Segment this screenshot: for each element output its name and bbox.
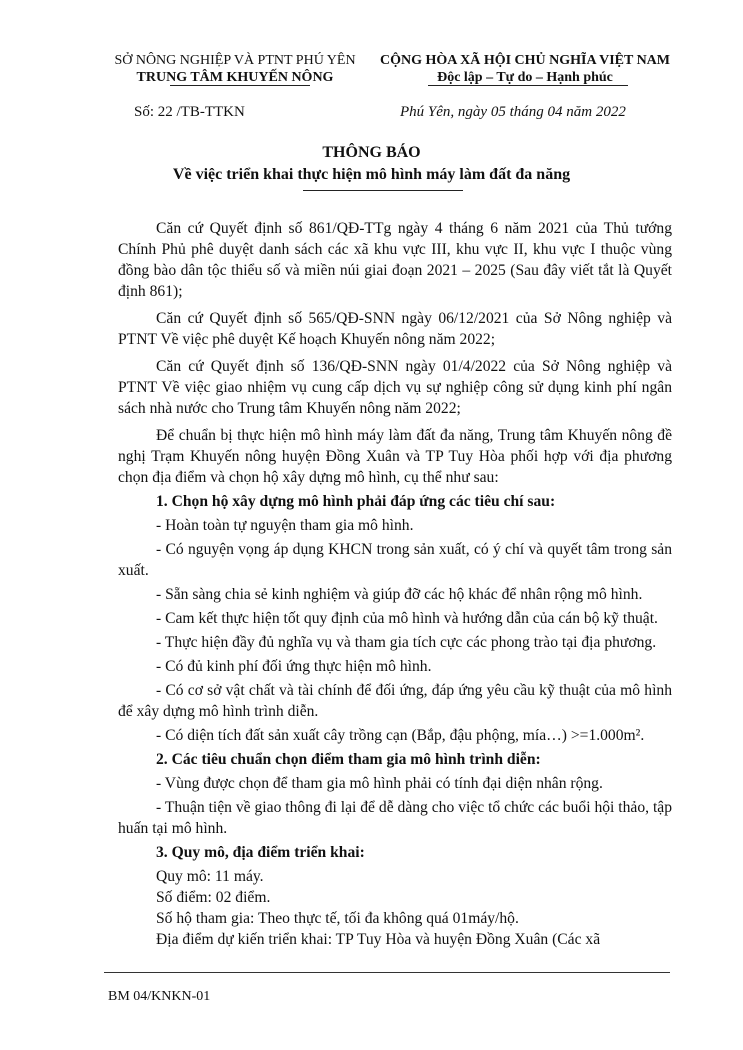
document-subtitle: Về việc triển khai thực hiện mô hình máy làm đất đa năng — [172, 166, 571, 183]
list-item: - Sẵn sàng chia sẻ kinh nghiệm và giúp đỡ các hộ khác để nhân rộng mô hình. — [156, 586, 643, 603]
list-item: - Vùng được chọn để tham gia mô hình phải có tính đại diện nhân rộng. — [156, 775, 603, 792]
nation-name: CỘNG HÒA XÃ HỘI CHỦ NGHĨA VIỆT NAM — [379, 53, 670, 68]
list-item: - Có cơ sở vật chất và tài chính để đối ứng, đáp ứng yêu cầu kỹ thuật của mô hình để xây dựng mô hình trình diễn. — [118, 682, 672, 720]
list-item: - Có đủ kinh phí đối ứng thực hiện mô hình. — [156, 658, 432, 675]
list-item: - Thực hiện đầy đủ nghĩa vụ và tham gia tích cực các phong trào tại địa phương. — [156, 634, 657, 651]
issuing-organization — [100, 52, 370, 86]
motto: Độc lập – Tự do – Hạnh phúc — [437, 70, 613, 85]
title-underline — [303, 190, 463, 191]
document-body — [118, 218, 672, 950]
section-1-heading: 1. Chọn hộ xây dựng mô hình phải đáp ứng các tiêu chí sau: — [156, 493, 556, 510]
national-motto — [360, 52, 690, 86]
paragraph-intro: Để chuẩn bị thực hiện mô hình máy làm đất đa năng, Trung tâm Khuyến nông đề nghị Trạm Khuyến nông huyện Đồng Xuân và TP Tuy Hòa phối hợp với địa phương chọn địa điểm và chọn hộ xây dựng mô hình, cụ thể như sau: — [118, 427, 672, 486]
list-item: - Thuận tiện về giao thông đi lại để dễ dàng cho việc tổ chức các buổi hội thảo, tập huấn tại mô hình. — [118, 799, 672, 837]
org-name: TRUNG TÂM KHUYẾN NÔNG — [136, 70, 334, 85]
list-item: - Có diện tích đất sản xuất cây trồng cạn (Bắp, đậu phộng, mía…) >=1.000m². — [156, 727, 645, 744]
org-underline — [170, 85, 310, 86]
list-item: - Hoàn toàn tự nguyện tham gia mô hình. — [156, 517, 414, 534]
paragraph-basis-2: Căn cứ Quyết định số 565/QĐ-SNN ngày 06/12/2021 của Sở Nông nghiệp và PTNT Về việc phê duyệt Kế hoạch Khuyến nông năm 2022; — [118, 310, 672, 348]
list-item: - Có nguyện vọng áp dụng KHCN trong sản xuất, có ý chí và quyết tâm trong sản xuất. — [118, 541, 672, 579]
section-2-heading: 2. Các tiêu chuẩn chọn điểm tham gia mô hình trình diễn: — [156, 751, 541, 768]
section-3-heading: 3. Quy mô, địa điểm triển khai: — [156, 844, 365, 861]
list-item: Quy mô: 11 máy. — [156, 868, 264, 885]
paragraph-basis-1: Căn cứ Quyết định số 861/QĐ-TTg ngày 4 tháng 6 năm 2021 của Thủ tướng Chính Phủ phê duyệt danh sách các xã khu vực III, khu vực II, khu vực I thuộc vùng đồng bào dân tộc thiểu số và miền núi giai đoạn 2021 – 2025 (Sau đây viết tắt là Quyết định 861); — [118, 220, 672, 300]
footer-divider — [104, 972, 670, 973]
list-item: Địa điểm dự kiến triển khai: TP Tuy Hòa và huyện Đồng Xuân (Các xã — [156, 931, 601, 948]
org-parent-name: SỞ NÔNG NGHIỆP VÀ PTNT PHÚ YÊN — [114, 53, 356, 68]
document-number: Số: 22 /TB-TTKN — [134, 104, 245, 120]
list-item: Số hộ tham gia: Theo thực tế, tối đa không quá 01máy/hộ. — [156, 910, 519, 927]
place-date: Phú Yên, ngày 05 tháng 04 năm 2022 — [400, 104, 626, 120]
form-code: BM 04/KNKN-01 — [108, 989, 211, 1004]
motto-underline — [428, 85, 628, 86]
document-title: THÔNG BÁO — [322, 144, 421, 161]
list-item: Số điểm: 02 điểm. — [156, 889, 271, 906]
list-item: - Cam kết thực hiện tốt quy định của mô hình và hướng dẫn của cán bộ kỹ thuật. — [156, 610, 658, 627]
paragraph-basis-3: Căn cứ Quyết định số 136/QĐ-SNN ngày 01/4/2022 của Sở Nông nghiệp và PTNT Về việc giao nhiệm vụ cung cấp dịch vụ sự nghiệp công sử dụng kinh phí ngân sách nhà nước cho Trung tâm Khuyến nông năm 2022; — [118, 358, 672, 417]
